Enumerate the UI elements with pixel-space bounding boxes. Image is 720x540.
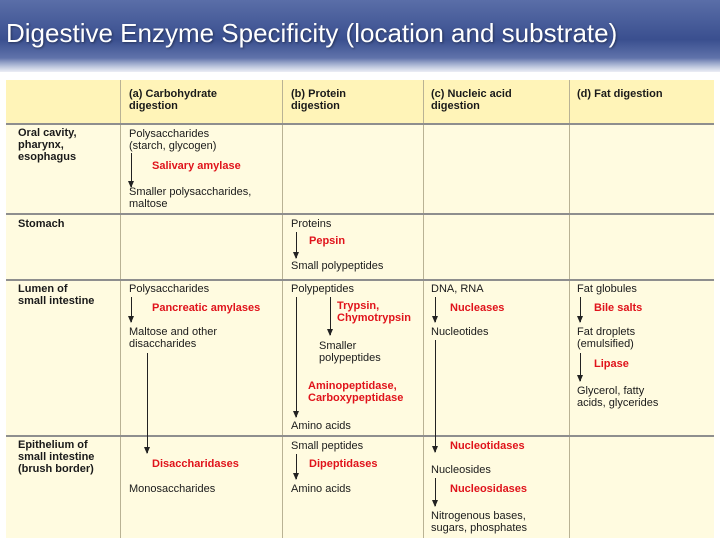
lumen-carb-product: Maltose and other disaccharides	[129, 326, 218, 350]
epithelium-nucleic-product: Nitrogenous bases, sugars, phosphates	[431, 510, 528, 534]
oral-carb-substrate: Polysaccharides (starch, glycogen)	[129, 128, 217, 152]
header-fat: (d) Fat digestion	[577, 88, 663, 100]
enzyme-nucleosidases: Nucleosidases	[450, 483, 528, 495]
row-divider	[6, 123, 714, 125]
header-nucleic-acid: (c) Nucleic acid digestion	[431, 88, 512, 112]
arrow-carb-to-epithelium	[147, 353, 148, 453]
arrow-lumen-fat-lipase	[580, 353, 581, 381]
arrow-lumen-carb	[131, 297, 132, 322]
header-background	[6, 80, 714, 124]
lumen-protein-substrate: Polypeptides	[291, 283, 354, 295]
row-divider	[6, 213, 714, 215]
arrow-lumen-protein-branch	[330, 297, 331, 335]
column-divider	[282, 80, 283, 538]
row-divider	[6, 435, 714, 437]
arrow-lumen-nucleic	[435, 297, 436, 322]
stomach-protein-substrate: Proteins	[291, 218, 332, 230]
arrow-stomach-protein	[296, 232, 297, 258]
epithelium-protein-product: Amino acids	[291, 483, 351, 495]
enzyme-dipeptidases: Dipeptidases	[309, 458, 378, 470]
row-header-lumen: Lumen of small intestine	[18, 283, 95, 307]
agent-bile-salts: Bile salts	[594, 302, 643, 314]
column-divider	[120, 80, 121, 538]
column-divider	[423, 80, 424, 538]
arrow-lumen-protein-main	[296, 297, 297, 417]
epithelium-nucleic-mid: Nucleosides	[431, 464, 491, 476]
row-header-epithelium: Epithelium of small intestine (brush border)	[18, 439, 95, 475]
row-header-stomach: Stomach	[18, 218, 65, 230]
lumen-fat-mid: Fat droplets (emulsified)	[577, 326, 636, 350]
enzyme-pepsin: Pepsin	[309, 235, 346, 247]
epithelium-protein-substrate: Small peptides	[291, 440, 364, 452]
enzyme-table	[6, 80, 714, 538]
enzyme-salivary-amylase: Salivary amylase	[152, 160, 241, 172]
lumen-carb-substrate: Polysaccharides	[129, 283, 210, 295]
arrow-epithelium-protein	[296, 454, 297, 479]
row-divider	[6, 279, 714, 281]
lumen-nucleic-product: Nucleotides	[431, 326, 489, 338]
enzyme-nucleotidases: Nucleotidases	[450, 440, 525, 452]
lumen-nucleic-substrate: DNA, RNA	[431, 283, 484, 295]
enzyme-aminopeptidase-carboxypeptidase: Aminopeptidase, Carboxypeptidase	[308, 380, 404, 404]
arrow-epithelium-nucleic	[435, 478, 436, 506]
enzyme-lipase: Lipase	[594, 358, 629, 370]
enzyme-trypsin-chymotrypsin: Trypsin, Chymotrypsin	[337, 300, 411, 324]
enzyme-nucleases: Nucleases	[450, 302, 505, 314]
enzyme-pancreatic-amylases: Pancreatic amylases	[152, 302, 261, 314]
stomach-protein-product: Small polypeptides	[291, 260, 384, 272]
arrow-nucleic-to-epithelium	[435, 340, 436, 452]
row-header-oral-cavity: Oral cavity, pharynx, esophagus	[18, 127, 77, 163]
lumen-protein-product: Amino acids	[291, 420, 351, 432]
header-protein: (b) Protein digestion	[291, 88, 346, 112]
title-shine	[0, 58, 720, 72]
epithelium-carb-product: Monosaccharides	[129, 483, 216, 495]
enzyme-disaccharidases: Disaccharidases	[152, 458, 239, 470]
lumen-fat-substrate: Fat globules	[577, 283, 637, 295]
header-carbohydrate: (a) Carbohydrate digestion	[129, 88, 218, 112]
lumen-protein-mid: Smaller polypeptides	[319, 340, 381, 364]
slide-title: Digestive Enzyme Specificity (location and substrate)	[6, 18, 618, 48]
arrow-oral-carb	[131, 153, 132, 187]
lumen-fat-product: Glycerol, fatty acids, glycerides	[577, 385, 659, 409]
oral-carb-product: Smaller polysaccharides, maltose	[129, 186, 252, 210]
column-divider	[569, 80, 570, 538]
arrow-lumen-fat	[580, 297, 581, 322]
title-bar	[0, 0, 720, 72]
